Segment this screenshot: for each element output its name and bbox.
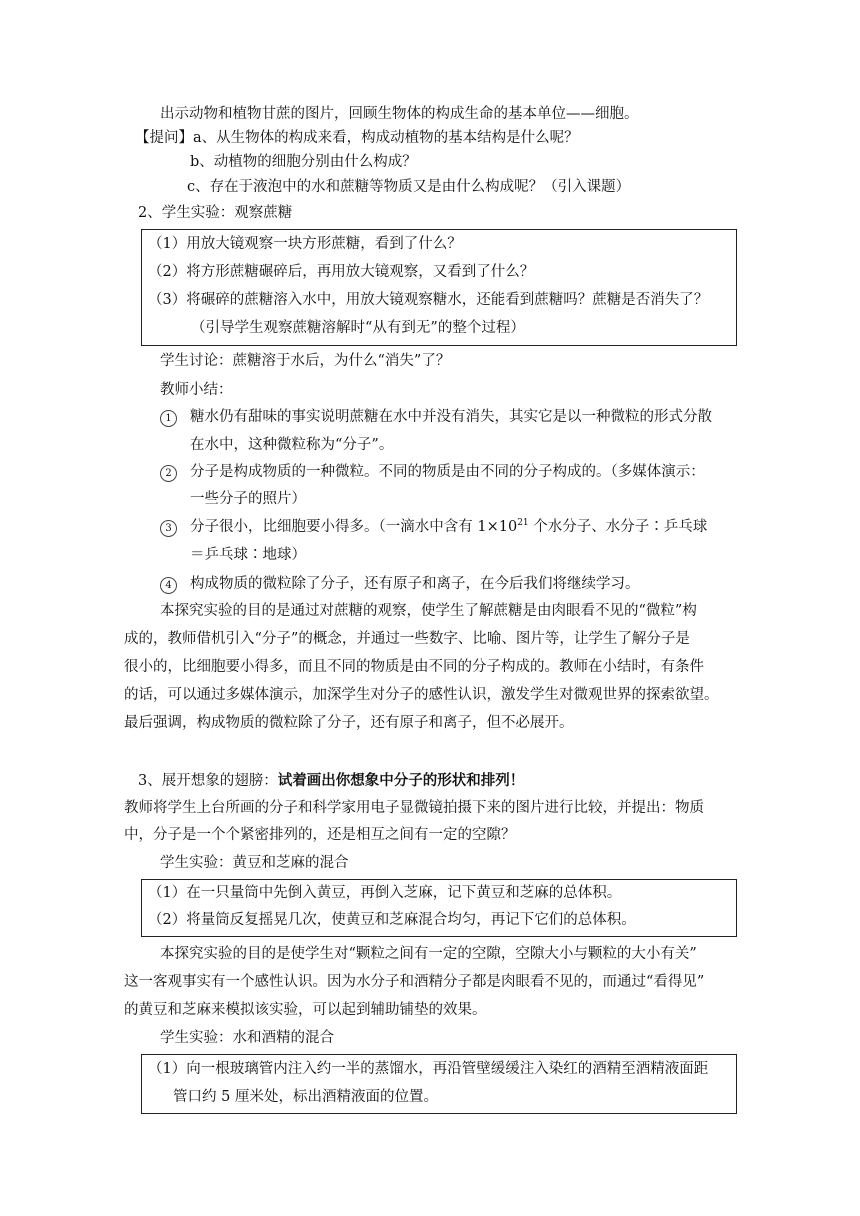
summary-item-4 [160,574,177,594]
question-tag: 【提问】 [135,130,193,146]
box-step-1: （1）在一只量筒中先倒入黄豆，再倒入芝麻，记下黄豆和芝麻的总体积。 [148,885,622,901]
summary-item-3-text-cont: ＝乒乓球∶地球） [190,547,306,563]
beans-sesame-experiment-box [141,879,737,937]
box-step-1-cont: 管口约 5 厘米处，标出酒精液面的位置。 [173,1089,438,1105]
section-3-text: 中，分子是一个个紧密排列的，还是相互之间有一定的空隙？ [124,827,516,843]
circled-number-1: 1 [160,410,177,427]
water-alcohol-experiment-box [141,1054,737,1114]
explanation-paragraph-line: 很小的，比细胞要小得多，而且不同的物质是由不同的分子构成的。教师在小结时，有条件 [124,659,704,675]
section-2-heading: 2、学生实验：观察蔗糖 [138,205,293,221]
experiment-1-label: 学生实验：黄豆和芝麻的混合 [160,855,349,871]
question-c: c、存在于液泡中的水和蔗糖等物质又是由什么构成呢？（引入课题） [187,179,631,195]
question-b: b、动植物的细胞分别由什么构成？ [190,154,417,170]
explanation-paragraph-2-line: 本探究实验的目的是使学生对“颗粒之间有一定的空隙，空隙大小与颗粒的大小有关” [160,946,697,962]
summary-item-3 [160,517,177,537]
experiment-2-label: 学生实验：水和酒精的混合 [160,1030,334,1046]
explanation-paragraph-2-line: 这一客观事实有一个感性认识。因为水分子和酒精分子都是肉眼看不见的，而通过“看得见” [124,974,705,990]
box-note: （引导学生观察蔗糖溶解时“从有到无”的整个过程） [191,320,525,336]
question-a: 【提问】a、从生物体的构成来看，构成动植物的基本结构是什么呢？ [135,130,579,146]
explanation-paragraph-line: 最后强调，构成物质的微粒除了分子，还有原子和离子，但不必展开。 [124,715,574,731]
summary-item-2-text-cont: 一些分子的照片） [190,491,306,507]
explanation-paragraph-line: 成的，教师借机引入“分子”的概念，并通过一些数字、比喻、图片等，让学生了解分子是 [124,631,690,647]
circled-number-2: 2 [160,465,177,482]
summary-label: 教师小结： [160,382,233,398]
sugar-experiment-box [141,229,737,346]
box-step-1: （1）向一根玻璃管内注入约一半的蒸馏水，再沿管壁缓缓注入染红的酒精至酒精液面距 [148,1061,709,1077]
box-step-2: （2）将方形蔗糖碾碎后，再用放大镜观察，又看到了什么？ [148,264,535,280]
summary-item-1 [160,407,177,427]
student-discussion: 学生讨论：蔗糖溶于水后，为什么“消失”了？ [160,353,451,369]
circled-number-3: 3 [160,520,177,537]
box-step-2: （2）将量筒反复摇晃几次，使黄豆和芝麻混合均匀，再记下它们的总体积。 [148,912,636,928]
summary-item-2-text: 分子是构成物质的一种微粒。不同的物质是由不同的分子构成的。（多媒体演示： [190,464,705,480]
summary-item-4-text: 构成物质的微粒除了分子，还有原子和离子，在今后我们将继续学习。 [190,576,640,592]
explanation-paragraph-line: 本探究实验的目的是通过对蔗糖的观察，使学生了解蔗糖是由肉眼看不见的“微粒”构 [160,603,697,619]
summary-item-3-text: 分子很小，比细胞要小得多。（一滴水中含有 $1\times 10^{21}$ 个水分子、水分子∶乒乓球 [190,518,708,535]
summary-item-2 [160,462,177,482]
intro-line: 出示动物和植物甘蔗的图片，回顾生物体的构成生命的基本单位——细胞。 [160,106,639,122]
explanation-paragraph-line: 的话，可以通过多媒体演示，加深学生对分子的感性认识，激发学生对微观世界的探索欲望。 [124,687,719,703]
box-step-3: （3）将碾碎的蔗糖溶入水中，用放大镜观察糖水，还能看到蔗糖吗？蔗糖是否消失了？ [148,292,709,308]
summary-item-1-text-cont: 在水中，这种微粒称为“分子”。 [190,437,394,453]
summary-item-1-text: 糖水仍有甜味的事实说明蔗糖在水中并没有消失，其实它是以一种微粒的形式分散 [190,409,712,425]
section-3-heading: 3、展开想象的翅膀：试着画出你想象中分子的形状和排列！ [138,772,525,789]
circled-number-4: 4 [160,577,177,594]
box-step-1: （1）用放大镜观察一块方形蔗糖，看到了什么？ [148,236,462,252]
explanation-paragraph-2-line: 的黄豆和芝麻来模拟该实验，可以起到辅助铺垫的效果。 [124,1002,487,1018]
section-3-heading-bold: 试着画出你想象中分子的形状和排列！ [277,772,525,789]
section-3-text: 教师将学生上台所画的分子和科学家用电子显微镜拍摄下来的图片进行比较，并提出：物质 [124,800,704,816]
